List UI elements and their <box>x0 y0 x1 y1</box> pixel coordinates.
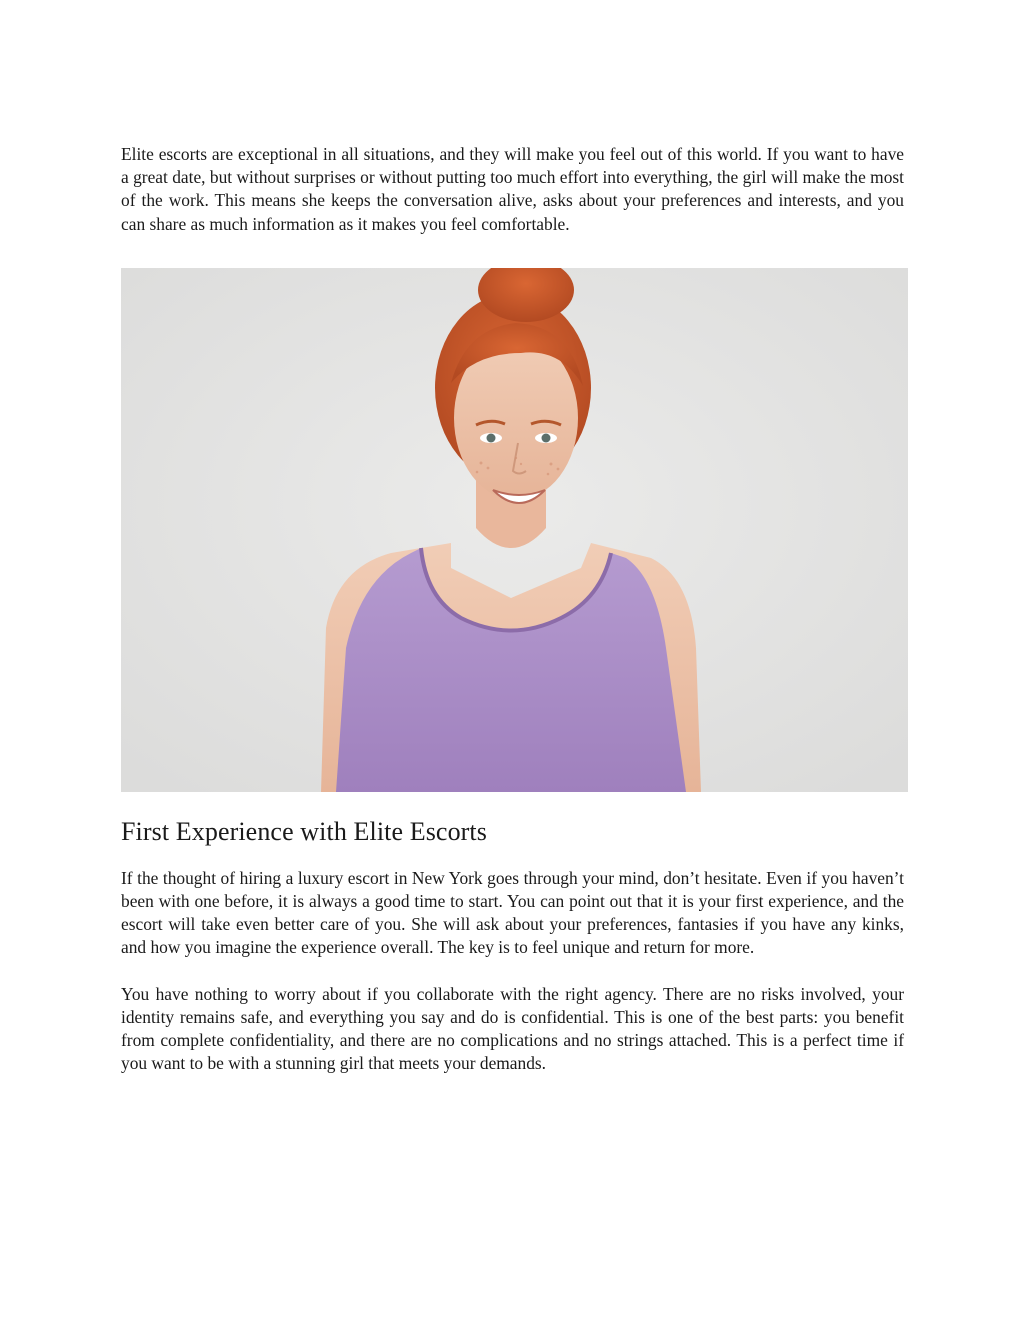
portrait-photo <box>121 268 908 792</box>
document-content <box>121 143 904 1075</box>
body-paragraph-agency: You have nothing to worry about if you collaborate with the right agency. There are no risks involved, your identity remains safe, and everything you say and do is confidential. This is one of the best parts: you benefit from complete confidentiality, and there are no complications and no strings attached. This is a perfect time if you want to be with a stunning girl that meets your demands. <box>121 983 904 1074</box>
body-paragraph-first-experience: If the thought of hiring a luxury escort in New York goes through your mind, don’t hesitate. Even if you haven’t been with one before, it is always a good time to start. You can point out that it is your first experience, and the escort will take even better care of you. She will ask about your preferences, fantasies if you have any kinks, and how you imagine the experience overall. The key is to feel unique and return for more. <box>121 867 904 958</box>
intro-paragraph: Elite escorts are exceptional in all situations, and they will make you feel out of this world. If you want to have a great date, but without surprises or without putting too much effort into everything, the girl will make the most of the work. This means she keeps the conversation alive, asks about your preferences and interests, and you can share as much information as it makes you feel comfortable. <box>121 144 904 234</box>
section-heading: First Experience with Elite Escorts <box>121 816 487 846</box>
portrait-illustration <box>121 268 908 792</box>
